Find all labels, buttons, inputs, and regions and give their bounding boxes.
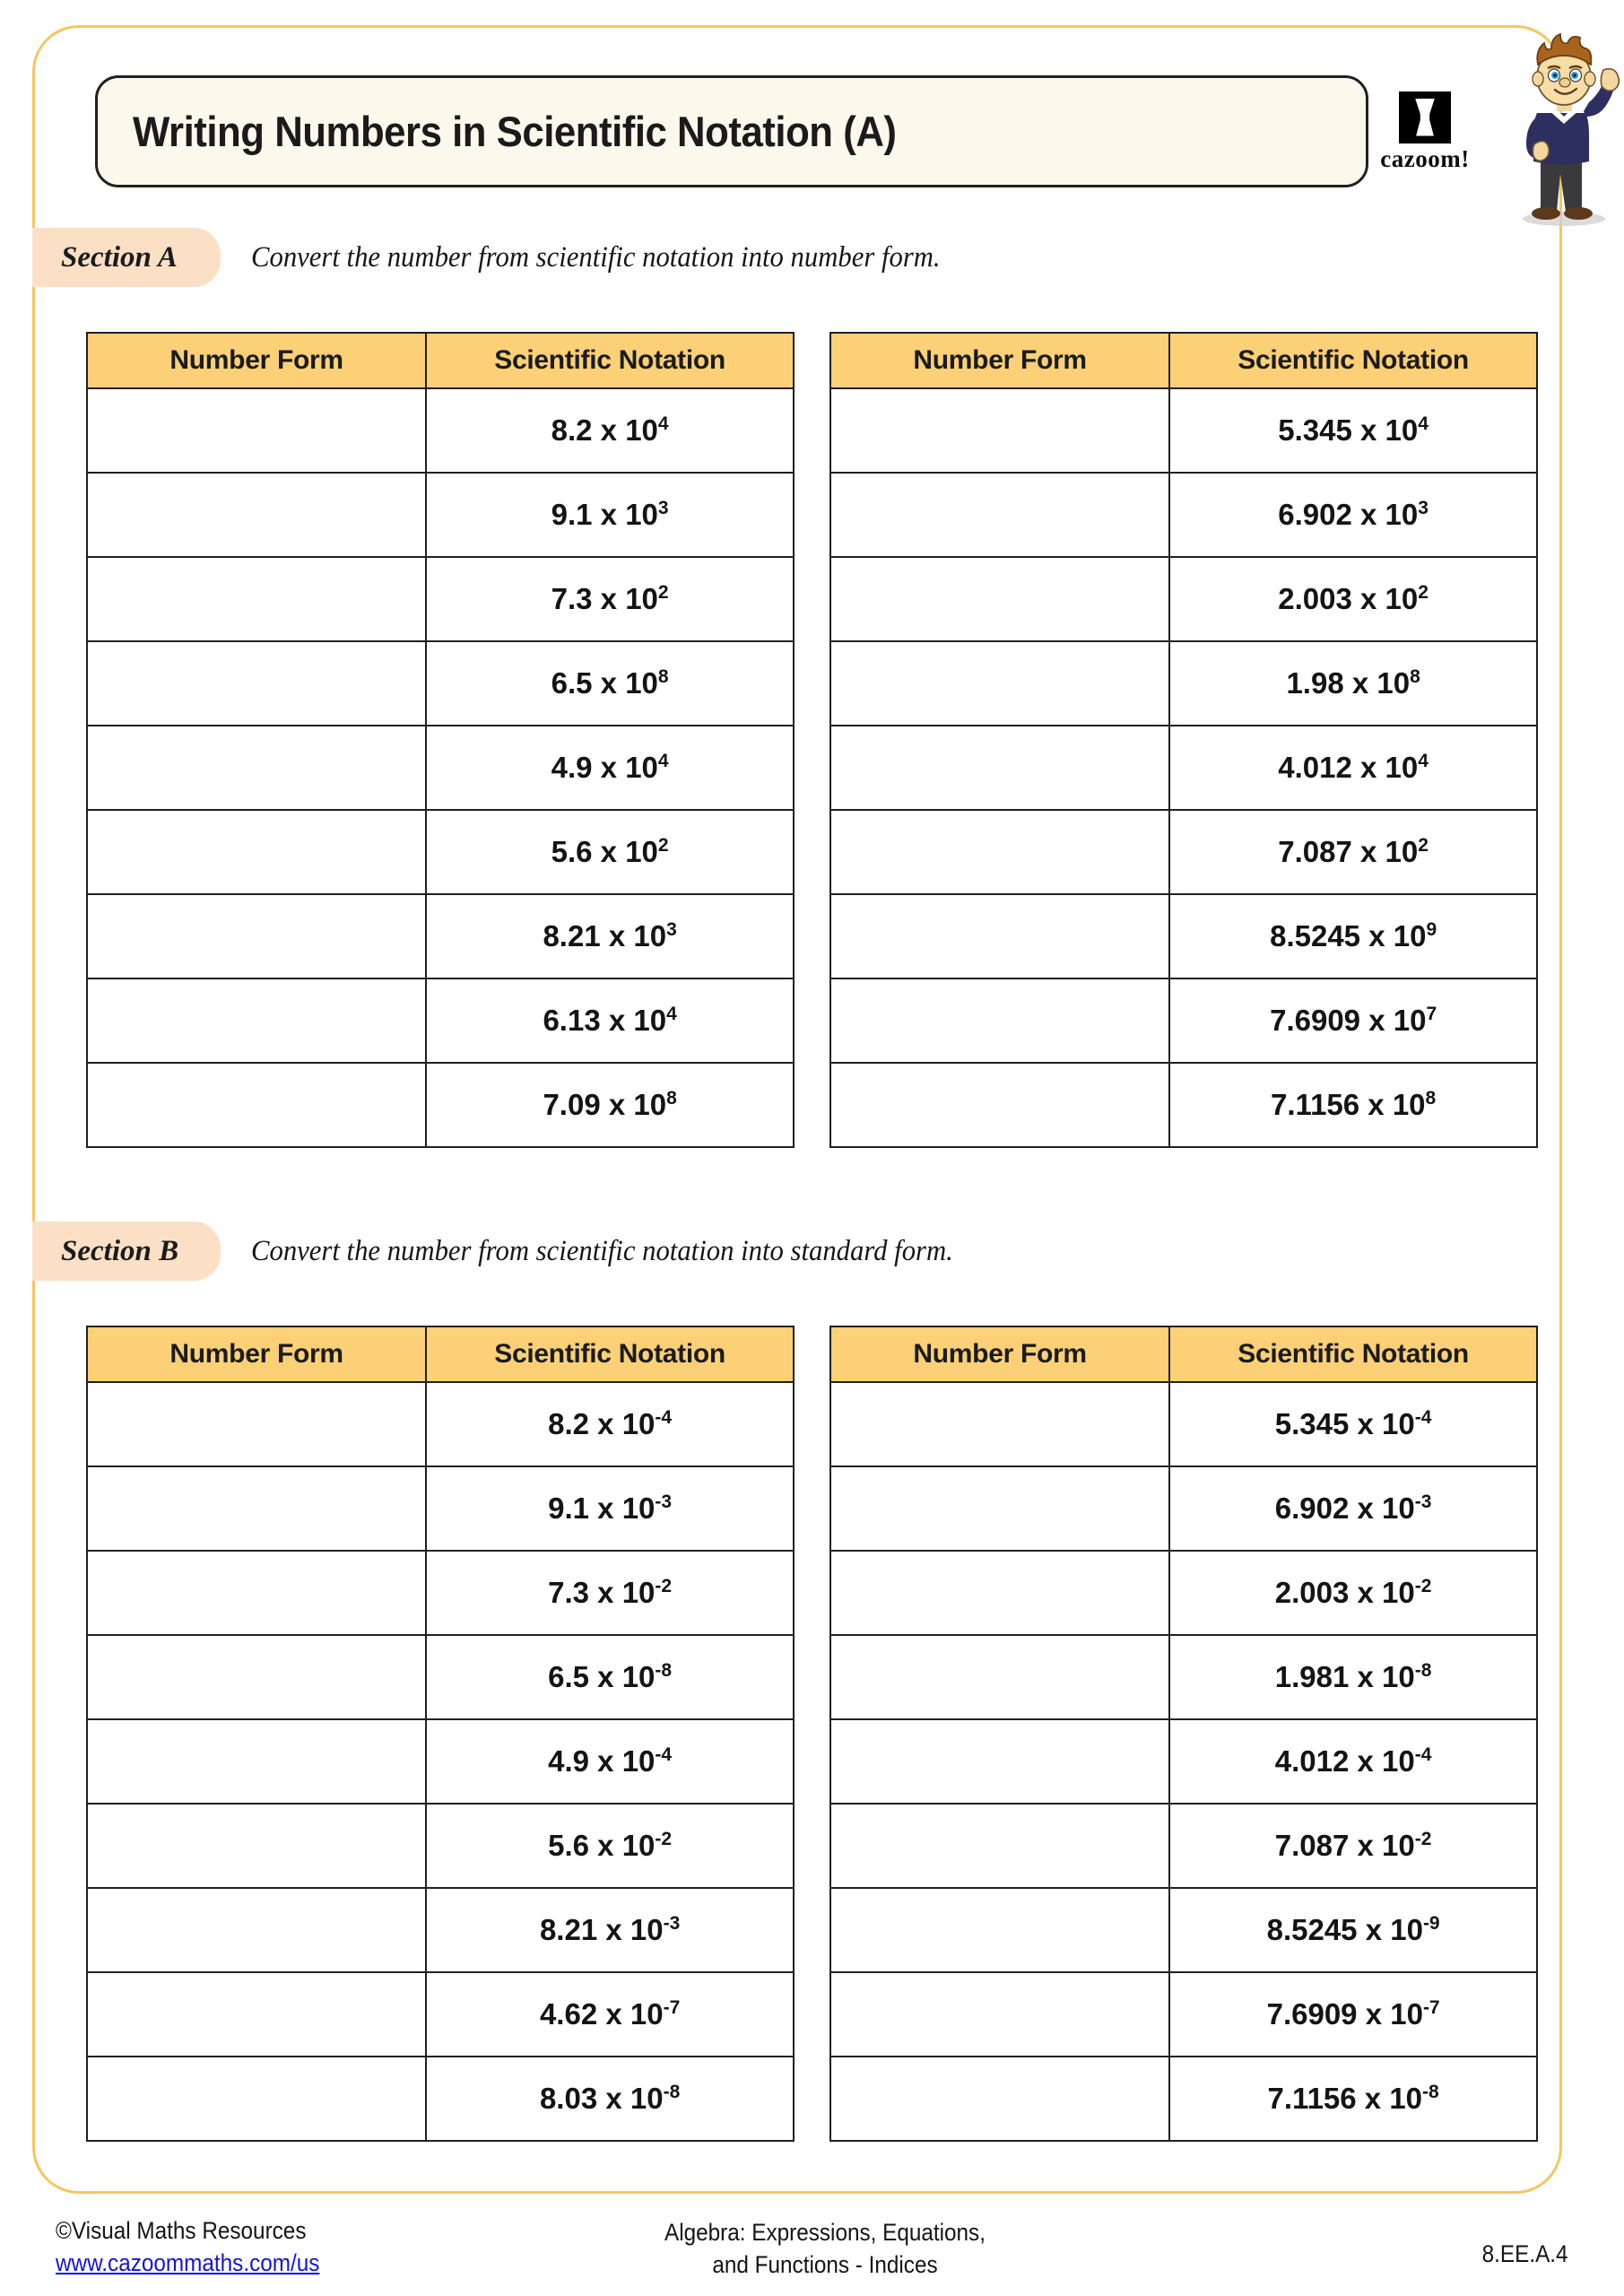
section-a-description: Convert the number from scientific notation into number form. [251, 240, 941, 274]
scientific-notation-cell: 4.9 x $10^4$ [426, 726, 794, 810]
answer-cell[interactable] [830, 726, 1169, 810]
exponent: 2 [1418, 582, 1429, 603]
table-header-row [830, 1326, 1537, 1382]
table-body [87, 1382, 794, 2141]
exponent: 3 [1418, 498, 1429, 518]
scientific-notation-cell: 1.981 x $10^{-8}$ [1169, 1635, 1537, 1719]
answer-cell[interactable] [87, 1063, 426, 1147]
exponent: 4 [1418, 413, 1429, 434]
exponent: -2 [655, 1829, 673, 1849]
column-header-number-form: Number Form [830, 333, 1169, 388]
footer-credit [56, 2215, 349, 2279]
scientific-notation-cell: 7.1156 x $10^{-8}$ [1169, 2057, 1537, 2141]
column-header-scientific-notation: Scientific Notation [1169, 333, 1537, 388]
scientific-notation-cell: 4.9 x $10^{-4}$ [426, 1719, 794, 1804]
answer-cell[interactable] [830, 1804, 1169, 1888]
exponent: -7 [1422, 1997, 1440, 2018]
column-header-scientific-notation: Scientific Notation [1169, 1326, 1537, 1382]
exponent: -3 [655, 1492, 673, 1512]
scientific-notation-cell: 1.98 x $10^8$ [1169, 641, 1537, 726]
column-header-scientific-notation: Scientific Notation [426, 333, 794, 388]
table-row [830, 473, 1537, 557]
scientific-notation-cell: 8.5245 x $10^{-9}$ [1169, 1888, 1537, 1972]
scientific-notation-cell: 9.1 x $10^{-3}$ [426, 1466, 794, 1551]
table-row [830, 1466, 1537, 1551]
answer-cell[interactable] [87, 1888, 426, 1972]
table-row [830, 1972, 1537, 2057]
table-row [87, 978, 794, 1063]
table-row [87, 1466, 794, 1551]
scientific-notation-cell: 5.345 x $10^4$ [1169, 388, 1537, 473]
table-row [87, 1635, 794, 1719]
exponent: 9 [1426, 919, 1437, 940]
table-row [87, 2057, 794, 2141]
scientific-notation-cell: 6.5 x $10^8$ [426, 641, 794, 726]
table-header-row [87, 333, 794, 388]
answer-cell[interactable] [87, 1972, 426, 2057]
table-row [830, 1804, 1537, 1888]
exponent: 8 [1410, 666, 1420, 687]
table-row [87, 557, 794, 641]
answer-cell[interactable] [830, 894, 1169, 978]
exponent: 8 [657, 666, 669, 687]
exponent: 4 [666, 1004, 677, 1024]
exponent: 4 [657, 751, 669, 771]
answer-cell[interactable] [87, 557, 426, 641]
exponent: -3 [663, 1913, 681, 1934]
exponent: -9 [1422, 1913, 1440, 1934]
scientific-notation-cell: 5.6 x $10^2$ [426, 810, 794, 894]
exponent: -2 [1414, 1829, 1432, 1849]
answer-cell[interactable] [87, 1635, 426, 1719]
section-a-table-right [829, 332, 1538, 1148]
worksheet-header [59, 47, 1535, 217]
answer-cell[interactable] [87, 1466, 426, 1551]
scientific-notation-cell: 6.13 x $10^4$ [426, 978, 794, 1063]
table-row [830, 978, 1537, 1063]
student-boy-mascot [1489, 30, 1624, 228]
scientific-notation-cell: 7.087 x $10^2$ [1169, 810, 1537, 894]
scientific-notation-cell: 5.345 x $10^{-4}$ [1169, 1382, 1537, 1466]
table-row [87, 641, 794, 726]
scientific-notation-cell: 7.087 x $10^{-2}$ [1169, 1804, 1537, 1888]
answer-cell[interactable] [830, 1719, 1169, 1804]
exponent: -7 [663, 1997, 681, 2018]
table-row [830, 1719, 1537, 1804]
answer-cell[interactable] [830, 2057, 1169, 2141]
table-row [87, 1551, 794, 1635]
table-row [87, 726, 794, 810]
answer-cell[interactable] [830, 641, 1169, 726]
table-row [830, 1063, 1537, 1147]
scientific-notation-cell: 8.21 x $10^{-3}$ [426, 1888, 794, 1972]
table-row [830, 641, 1537, 726]
section-b-row [32, 1222, 1557, 1281]
answer-cell[interactable] [830, 473, 1169, 557]
table-row [830, 1888, 1537, 1972]
scientific-notation-cell: 8.5245 x $10^9$ [1169, 894, 1537, 978]
answer-cell[interactable] [830, 1972, 1169, 2057]
answer-cell[interactable] [87, 1551, 426, 1635]
footer-topic-line2: and Functions - Indices [712, 2250, 938, 2278]
column-header-scientific-notation: Scientific Notation [426, 1326, 794, 1382]
answer-cell[interactable] [87, 1804, 426, 1888]
answer-cell[interactable] [87, 978, 426, 1063]
scientific-notation-cell: 2.003 x $10^{-2}$ [1169, 1551, 1537, 1635]
exponent: -2 [1414, 1576, 1432, 1596]
exponent: -2 [655, 1576, 673, 1596]
scientific-notation-cell: 8.21 x $10^3$ [426, 894, 794, 978]
scientific-notation-cell: 9.1 x $10^3$ [426, 473, 794, 557]
answer-cell[interactable] [830, 1466, 1169, 1551]
section-a-row [32, 228, 1557, 287]
table-row [87, 894, 794, 978]
exponent: 8 [1425, 1088, 1437, 1109]
scientific-notation-cell: 2.003 x $10^2$ [1169, 557, 1537, 641]
table-body [830, 388, 1537, 1147]
exponent: -8 [1422, 2082, 1439, 2102]
table-row [830, 1382, 1537, 1466]
scientific-notation-cell: 4.012 x $10^{-4}$ [1169, 1719, 1537, 1804]
exponent: 4 [1418, 751, 1429, 771]
table-row [87, 1719, 794, 1804]
table-body [830, 1382, 1537, 2141]
cazoom-logo [1358, 89, 1492, 175]
footer-standard-code: 8.EE.A.4 [1482, 2240, 1568, 2267]
scientific-notation-cell: 7.6909 x $10^7$ [1169, 978, 1537, 1063]
table-row [87, 1382, 794, 1466]
table-row [830, 1551, 1537, 1635]
answer-cell[interactable] [830, 1063, 1169, 1147]
answer-cell[interactable] [830, 388, 1169, 473]
answer-cell[interactable] [87, 1382, 426, 1466]
table-row [830, 1635, 1537, 1719]
footer-topic-line1: Algebra: Expressions, Equations, [664, 2219, 986, 2246]
answer-cell[interactable] [830, 978, 1169, 1063]
exponent: -4 [655, 1407, 673, 1428]
footer-topic [574, 2217, 1076, 2281]
answer-cell[interactable] [830, 1382, 1169, 1466]
exponent: 2 [1418, 835, 1429, 856]
scientific-notation-cell: 4.012 x $10^4$ [1169, 726, 1537, 810]
column-header-number-form: Number Form [830, 1326, 1169, 1382]
exponent: -8 [655, 1660, 673, 1681]
exponent: -4 [1414, 1407, 1432, 1428]
answer-cell[interactable] [87, 726, 426, 810]
title-box [95, 75, 1368, 187]
scientific-notation-cell: 5.6 x $10^{-2}$ [426, 1804, 794, 1888]
section-b-table-right [829, 1326, 1538, 2142]
cazoom-logo-text: cazoom! [1380, 144, 1470, 172]
exponent: -3 [1414, 1492, 1432, 1512]
answer-cell[interactable] [87, 473, 426, 557]
table-row [830, 810, 1537, 894]
scientific-notation-cell: 7.3 x $10^{-2}$ [426, 1551, 794, 1635]
answer-cell[interactable] [830, 1888, 1169, 1972]
scientific-notation-cell: 7.09 x $10^8$ [426, 1063, 794, 1147]
table-header-row [830, 333, 1537, 388]
answer-cell[interactable] [87, 894, 426, 978]
table-row [830, 726, 1537, 810]
answer-cell[interactable] [830, 810, 1169, 894]
footer-copyright: ©Visual Maths Resources [56, 2217, 307, 2244]
table-row [830, 894, 1537, 978]
table-row [87, 1972, 794, 2057]
exponent: -8 [663, 2082, 681, 2102]
table-body [87, 388, 794, 1147]
scientific-notation-cell: 8.03 x $10^{-8}$ [426, 2057, 794, 2141]
hourglass-glyph [1413, 99, 1437, 136]
scientific-notation-cell: 6.902 x $10^3$ [1169, 473, 1537, 557]
section-b-description: Convert the number from scientific notation into standard form. [251, 1234, 953, 1267]
table-row [87, 1888, 794, 1972]
table-row [87, 1804, 794, 1888]
answer-cell[interactable] [87, 810, 426, 894]
answer-cell[interactable] [830, 557, 1169, 641]
section-a-table-left [86, 332, 795, 1148]
exponent: 2 [657, 582, 669, 603]
scientific-notation-cell: 7.3 x $10^2$ [426, 557, 794, 641]
exponent: -4 [1414, 1744, 1432, 1765]
scientific-notation-cell: 6.902 x $10^{-3}$ [1169, 1466, 1537, 1551]
scientific-notation-cell: 6.5 x $10^{-8}$ [426, 1635, 794, 1719]
column-header-number-form: Number Form [87, 333, 426, 388]
section-b-table-left [86, 1326, 795, 2142]
table-row [87, 388, 794, 473]
exponent: 3 [657, 498, 669, 518]
table-header-row [87, 1326, 794, 1382]
exponent: 7 [1426, 1004, 1437, 1024]
exponent: 8 [666, 1088, 677, 1109]
table-row [830, 2057, 1537, 2141]
exponent: 3 [666, 919, 677, 940]
answer-cell[interactable] [830, 1551, 1169, 1635]
hourglass-goblet-icon [1399, 91, 1451, 144]
answer-cell[interactable] [830, 1635, 1169, 1719]
answer-cell[interactable] [87, 641, 426, 726]
scientific-notation-cell: 7.6909 x $10^{-7}$ [1169, 1972, 1537, 2057]
page-footer [0, 2215, 1624, 2296]
table-row [87, 810, 794, 894]
section-b-badge [32, 1222, 221, 1281]
exponent: 4 [657, 413, 669, 434]
scientific-notation-cell: 4.62 x $10^{-7}$ [426, 1972, 794, 2057]
answer-cell[interactable] [87, 2057, 426, 2141]
table-row [830, 557, 1537, 641]
answer-cell[interactable] [87, 1719, 426, 1804]
footer-website-link[interactable]: www.cazoommaths.com/us [56, 2248, 320, 2276]
scientific-notation-cell: 7.1156 x $10^8$ [1169, 1063, 1537, 1147]
exponent: 2 [657, 835, 669, 856]
table-row [830, 388, 1537, 473]
answer-cell[interactable] [87, 388, 426, 473]
exponent: -8 [1414, 1660, 1432, 1681]
table-row [87, 473, 794, 557]
page-title: Writing Numbers in Scientific Notation (A) [133, 108, 897, 155]
section-a-badge [32, 228, 221, 287]
section-b-label: Section B [61, 1234, 179, 1267]
column-header-number-form: Number Form [87, 1326, 426, 1382]
scientific-notation-cell: 8.2 x $10^{-4}$ [426, 1382, 794, 1466]
table-row [87, 1063, 794, 1147]
scientific-notation-cell: 8.2 x $10^4$ [426, 388, 794, 473]
exponent: -4 [655, 1744, 673, 1765]
section-a-label: Section A [61, 240, 178, 274]
